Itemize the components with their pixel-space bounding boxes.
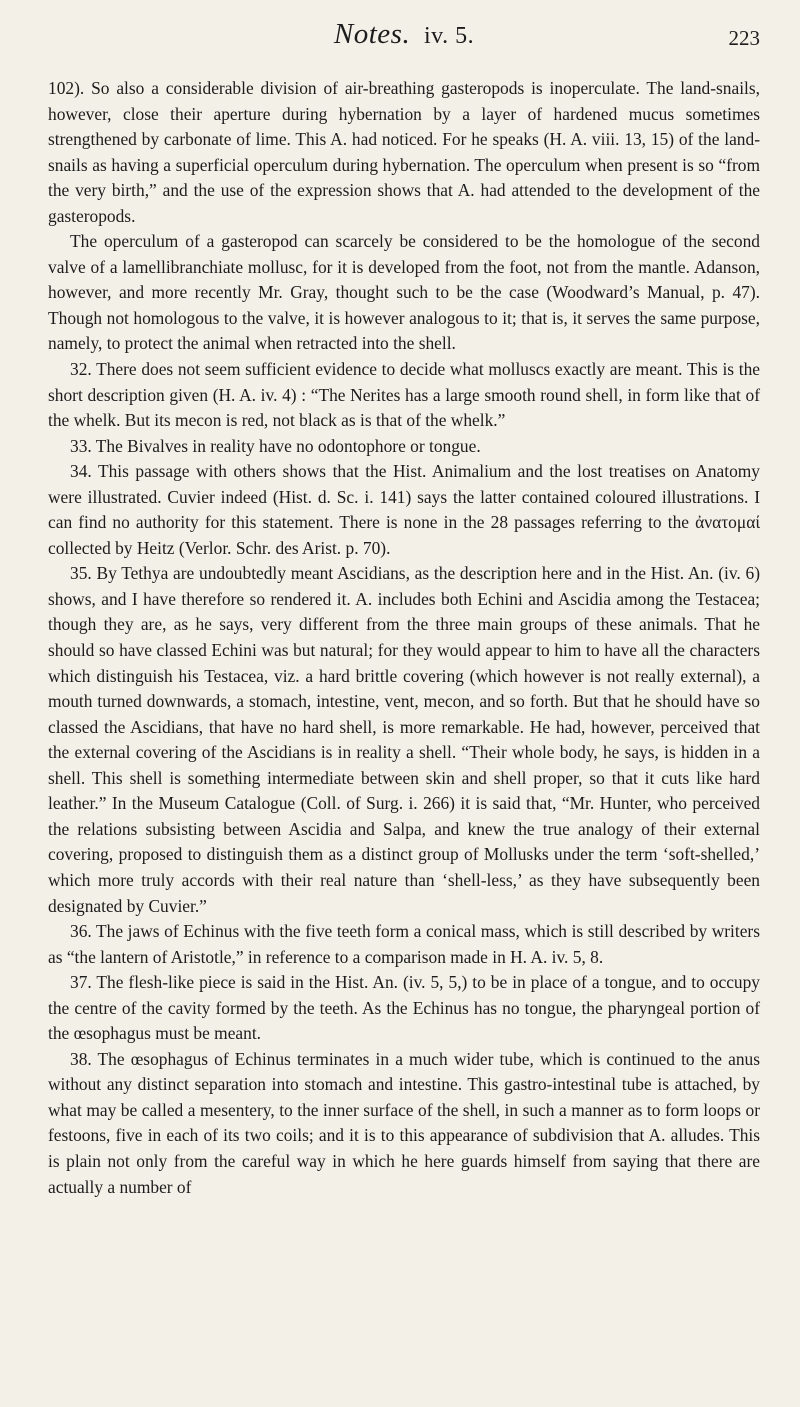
section-reference: iv. 5. [423,23,475,49]
paragraph-operculum: The operculum of a gasteropod can scarcely be considered to be the homologue of the second valve of a lamellibranchiate mollusc, for it is developed from the foot, not from the mantle. Adanson, however, and more recently Mr. Gray, thought such to be the case (Woodward’s Manual, p. 47). Though not homologous to the valve, it is however analogous to it; that is, it serves the same purpose, namely, to protect the animal when retracted into the shell. [48,231,760,354]
page-header [48,14,760,64]
note-37: 37. The flesh-like piece is said in the Hist. An. (iv. 5, 5,) to be in place of a tongue, and to occupy the centre of the cavity formed by the teeth. As the Echinus has no tongue, the pharyngeal portion of the œsophagus must be meant. [48,972,760,1044]
body-text [48,76,760,1200]
page-number: 223 [728,26,760,50]
running-title: Notes. [333,18,411,50]
running-head [48,18,760,51]
paragraph-102-continued: 102). So also a considerable division of air-breathing gasteropods is inoperculate. The land-snails, however, close their aperture during hybernation by a layer of hardened mucus sometimes strengthened by carbonate of lime. This A. had noticed. For he speaks (H. A. viii. 13, 15) of the land-snails as having a superficial operculum during hybernation. The operculum when present is so “from the very birth,” and the use of the expression shows that A. had attended to the development of the gasteropods. [48,78,760,226]
note-33: 33. The Bivalves in reality have no odontophore or tongue. [70,435,481,456]
note-35: 35. By Tethya are undoubtedly meant Ascidians, as the description here and in the Hist. An. (iv. 6) shows, and I have therefore so rendered it. A. includes both Echini and Ascidia among the Testacea; though they are, as he says, very different from the three main groups of these animals. That he should so have classed Echini was but natural; for they would appear to him to have all the characters which distinguish his Testacea, viz. a hard brittle covering (which however is not really external), a mouth turned downwards, a stomach, intestine, vent, mecon, and so forth. But that he should have so classed the Ascidians, that have no hard shell, is more remarkable. He had, however, perceived that the external covering of the Ascidians is in reality a shell. “Their whole body, he says, is hidden in a shell. This shell is something intermediate between skin and shell proper, so that it cuts like hard leather.” In the Museum Catalogue (Coll. of Surg. i. 266) it is said that, “Mr. Hunter, who perceived the relations subsisting between Ascidia and Salpa, and knew the true analogy of their external covering, proposed to distinguish them as a distinct group of Mollusks under the term ‘soft-shelled,’ which more truly accords with their real nature than ‘shell-less,’ as they have subsequently been designated by Cuvier.” [48,563,760,916]
note-34: 34. This passage with others shows that the Hist. Animalium and the lost treatises on Anatomy were illustrated. Cuvier indeed (Hist. d. Sc. i. 141) says the latter contained coloured illustrations. I can find no authority for this statement. There is none in the 28 passages referring to the ἀνατομαί collected by Heitz (Verlor. Schr. des Arist. p. 70). [48,461,760,558]
note-36: 36. The jaws of Echinus with the five teeth form a conical mass, which is still described by writers as “the lantern of Aristotle,” in reference to a comparison made in H. A. iv. 5, 8. [48,921,760,967]
note-32: 32. There does not seem sufficient evidence to decide what molluscs exactly are meant. This is the short description given (H. A. iv. 4) : “The Nerites has a large smooth round shell, in form like that of the whelk. But its mecon is red, not black as is that of the whelk.” [48,359,760,431]
note-38: 38. The œsophagus of Echinus terminates in a much wider tube, which is continued to the anus without any distinct separation into stomach and intestine. This gastro-intestinal tube is attached, by what may be called a mesentery, to the inner surface of the shell, in such a manner as to form loops or festoons, five in each of its two coils; and it is to this appearance of subdivision that A. alludes. This is plain not only from the careful way in which he here guards himself from saying that there are actually a number of [48,1048,760,1197]
